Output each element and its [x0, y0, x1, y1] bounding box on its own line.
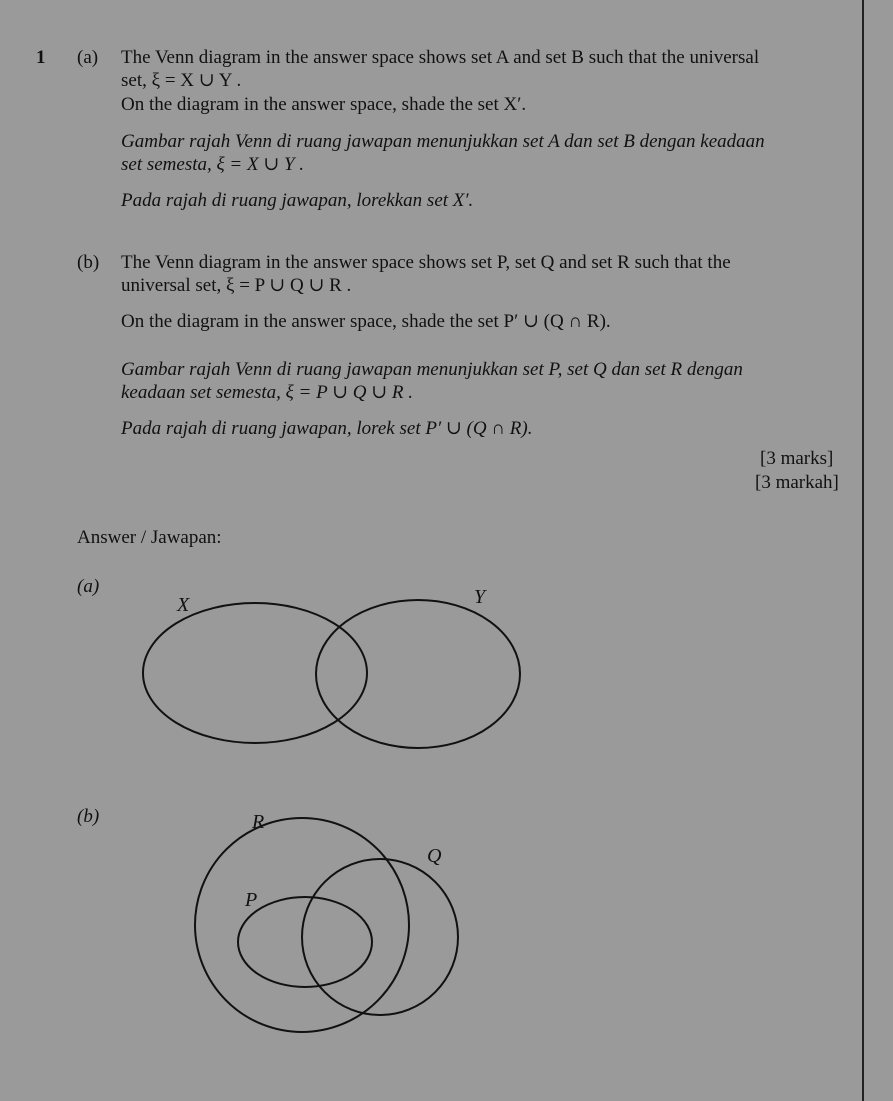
answer-heading: Answer / Jawapan:	[77, 527, 222, 548]
marks-malay: [3 markah]	[755, 472, 839, 493]
venn-diagram-b[interactable]	[180, 800, 480, 1060]
set-y-ellipse[interactable]	[316, 600, 520, 748]
set-p-ellipse[interactable]	[238, 897, 372, 987]
part-a-malay-line-2: set semesta, ξ = X ∪ Y .	[121, 154, 305, 175]
question-number: 1	[36, 47, 46, 68]
label-x: X	[177, 594, 190, 616]
answer-a-label: (a)	[77, 576, 100, 597]
part-b-malay-line-3: Pada rajah di ruang jawapan, lorek set P′ ∪ (Q ∩ R).	[121, 418, 533, 439]
part-a-label: (a)	[77, 47, 99, 68]
part-a-malay-line-1: Gambar rajah Venn di ruang jawapan menunjukkan set A dan set B dengan keadaan	[121, 131, 765, 152]
set-q-circle[interactable]	[302, 859, 458, 1015]
part-b-label: (b)	[77, 252, 100, 273]
label-y: Y	[474, 586, 486, 608]
label-q: Q	[427, 845, 442, 867]
part-a-english-line-1: The Venn diagram in the answer space shows set A and set B such that the universal	[121, 47, 760, 68]
marks-english: [3 marks]	[760, 448, 834, 469]
part-b-malay-line-1: Gambar rajah Venn di ruang jawapan menunjukkan set P, set Q dan set R dengan	[121, 359, 743, 380]
part-b-english-line-1: The Venn diagram in the answer space shows set P, set Q and set R such that the	[121, 252, 731, 273]
part-a-malay-line-3: Pada rajah di ruang jawapan, lorekkan set X′.	[121, 190, 474, 211]
set-x-ellipse[interactable]	[143, 603, 367, 743]
label-r: R	[252, 811, 265, 833]
label-p: P	[245, 889, 258, 911]
part-b-english-line-2: universal set, ξ = P ∪ Q ∪ R .	[121, 275, 352, 296]
part-b-english-line-3: On the diagram in the answer space, shade the set P′ ∪ (Q ∩ R).	[121, 311, 611, 332]
page-edge-line	[862, 0, 864, 1101]
answer-b-label: (b)	[77, 806, 100, 827]
part-b-malay-line-2: keadaan set semesta, ξ = P ∪ Q ∪ R .	[121, 382, 414, 403]
part-a-english-line-2: set, ξ = X ∪ Y .	[121, 70, 242, 91]
venn-diagram-a[interactable]	[140, 580, 540, 755]
part-a-english-line-3: On the diagram in the answer space, shade the set X′.	[121, 94, 527, 115]
